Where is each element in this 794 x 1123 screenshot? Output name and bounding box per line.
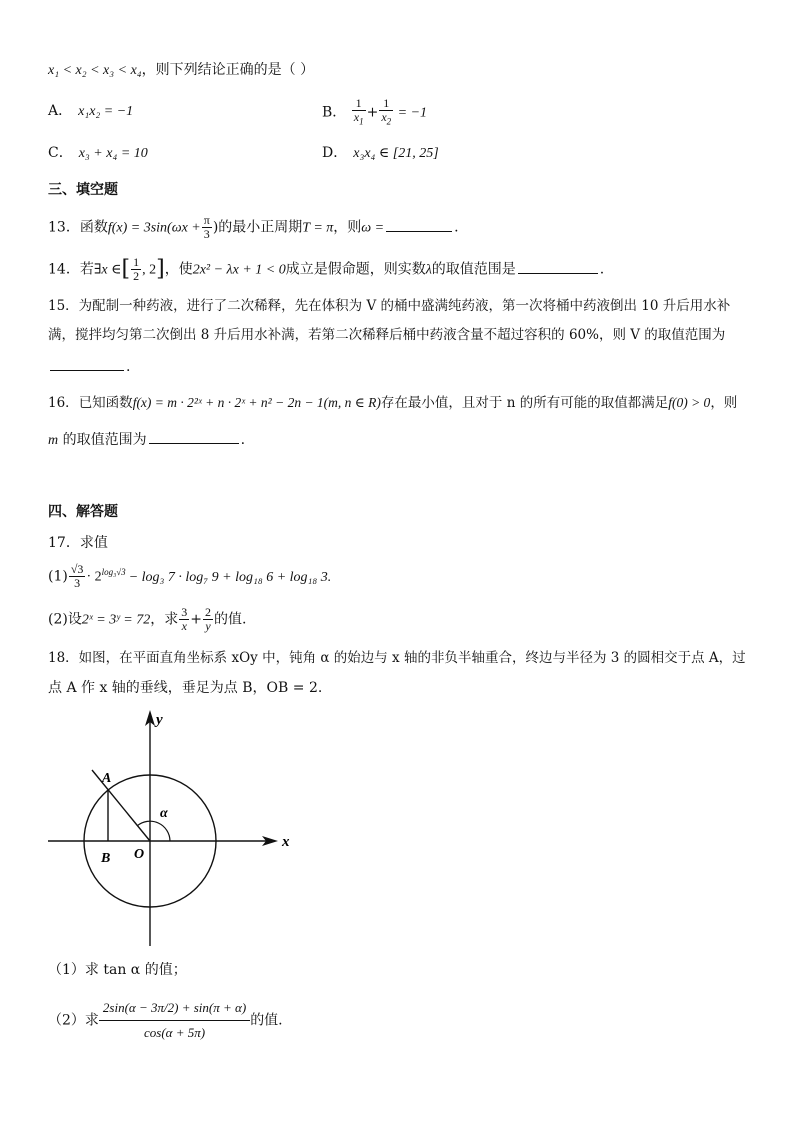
terminal-side (92, 770, 150, 841)
q15-answer-blank[interactable] (50, 356, 124, 371)
q18-figure (40, 706, 310, 951)
q18-part1: （1）求 tan α 的值； (48, 962, 187, 978)
q12-condition-line (48, 60, 314, 81)
q12-text: ，则下列结论正确的是（ ） (141, 62, 315, 78)
q12-option-a: A． x₁x₂ = −1 (48, 103, 134, 119)
q14: 14．若∃x ∈[ $\frac{1}{2}$ , 2]，使2x² − λx + 1 < 0成立是假命题，则实数λ的取值范围是 . (48, 255, 605, 283)
q15-line1: 15．为配制一种药液，进行了二次稀释，先在体积为 V 的桶中盛满纯药液，第一次将桶中药液倒出 10 升后用水补 (48, 298, 731, 314)
q12-option-c: C． x₃ + x₄ = 10 (48, 145, 148, 161)
label-alpha: α (160, 806, 168, 821)
label-B: B (101, 851, 111, 866)
q18-line2: 点 A 作 x 轴的垂线，垂足为点 B，OB = 2. (48, 680, 323, 696)
label-O: O (134, 847, 145, 862)
q17-part2: (2)设2ˣ = 3ʸ = 72，求 $\frac{3}{x}$ + $\frac{2}{y}$ 的值. (48, 605, 247, 633)
label-A: A (102, 771, 112, 786)
q17-title: 17．求值 (48, 535, 108, 551)
q12-condition: x₁ < x₂ < x₃ < x₄ (48, 63, 142, 78)
label-y: y (156, 712, 163, 728)
label-x: x (282, 834, 290, 850)
q12-option-d: D． x₃x₄ ∈ [21, 25] (322, 145, 439, 161)
q16-line1: 16．已知函数f(x) = m · 2²ˣ + n · 2ˣ + n² − 2n − 1(m, n ∈ R)存在最小值，且对于 n 的所有可能的取值都满足f(0) > 0，则 (48, 395, 738, 411)
q18-part2: （2）求 $\frac{2\sin(\alpha - 3\pi/2) + \sin(\pi + \alpha)}{\cos(\alpha + 5\pi)}$ 的值. (48, 1000, 283, 1040)
q17-part1: (1) $\frac{√3}{3}$ · $2^{log_3√3} - \log_3$ 7 · log₇ 9 + log₁₈ 6 + log₁₈ 3. (48, 562, 332, 591)
q14-answer-blank[interactable] (518, 259, 598, 274)
section3-title: 三、填空题 (48, 182, 118, 198)
q13-answer-blank[interactable] (386, 217, 452, 232)
section4-title: 四、解答题 (48, 504, 118, 520)
q16-line2: m 的取值范围为 . (48, 429, 245, 451)
q15-line3: . (48, 356, 130, 377)
q18-line1: 18．如图，在平面直角坐标系 xOy 中，钝角 α 的始边与 x 轴的非负半轴重合，终边与半径为 3 的圆相交于点 A，过 (48, 650, 746, 666)
q12-option-b: B． $\frac{1}{x_1}$ + $\frac{1}{x_2}$ = −1 (322, 96, 428, 127)
q13: 13．函数f(x) = 3sin(ωx + $\frac{\pi}{3}$ )的最小正周期T = π，则ω = . (48, 213, 459, 241)
q15-line2: 满，搅拌均匀第二次倒出 8 升后用水补满，若第二次稀释后桶中药液含量不超过容积的 60%，则 V 的取值范围为 (48, 327, 726, 343)
q16-answer-blank[interactable] (149, 429, 239, 444)
